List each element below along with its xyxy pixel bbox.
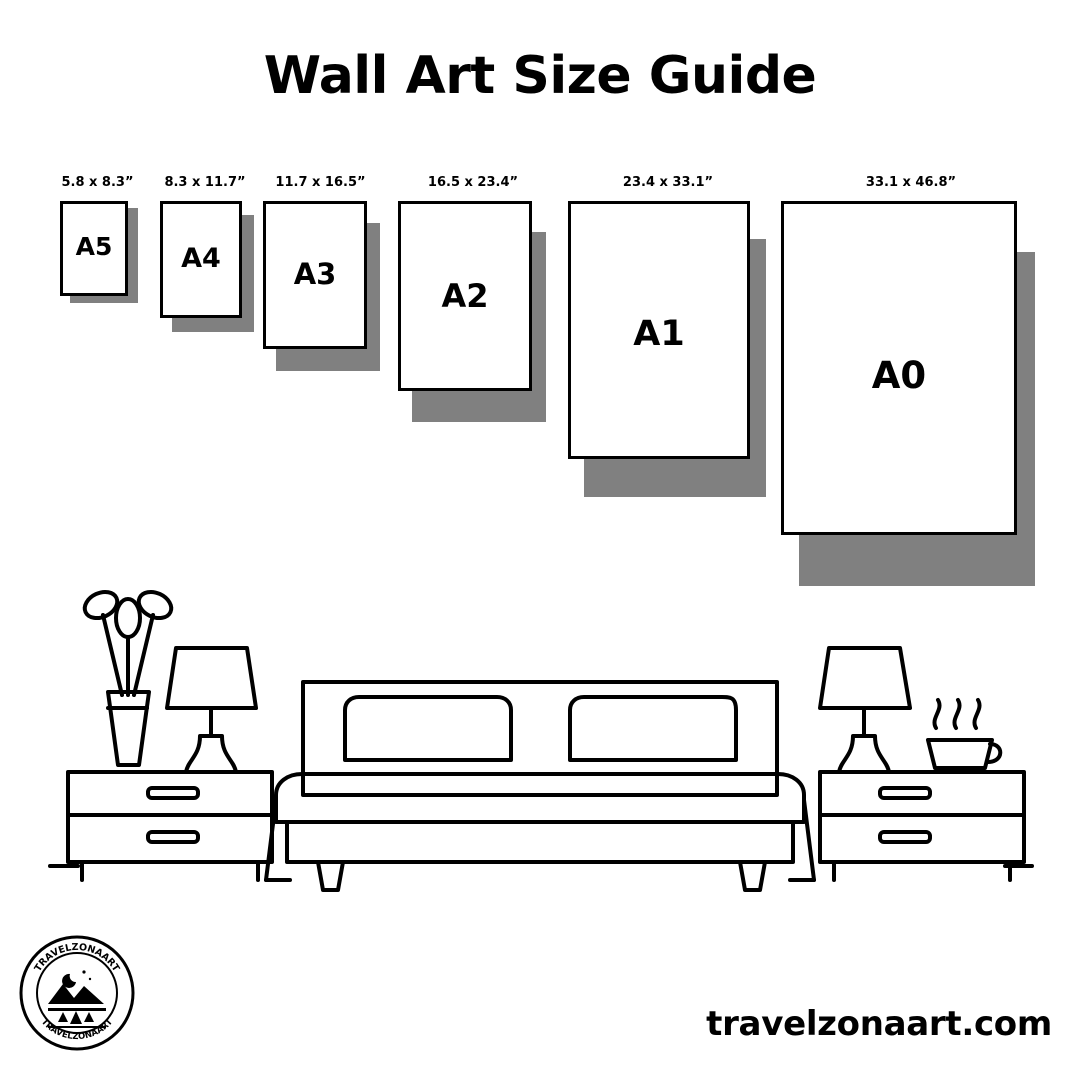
frame-label: A1 — [633, 314, 685, 354]
size-dimension-label: 33.1 x 46.8” — [865, 175, 957, 190]
frame-a3[interactable] — [263, 201, 367, 349]
size-dimension-label: 23.4 x 33.1” — [622, 175, 714, 190]
size-item-a1[interactable] — [568, 175, 768, 505]
size-dimension-label: 11.7 x 16.5” — [275, 175, 366, 190]
frame-a4[interactable] — [160, 201, 242, 318]
lamp-icon-left — [167, 648, 256, 772]
frame-label: A3 — [293, 257, 337, 291]
bedroom-scene-illustration — [0, 560, 1080, 920]
frame-a0[interactable] — [781, 201, 1017, 535]
logo-text-bottom: TRAVELZONAART — [38, 1017, 116, 1043]
plant-icon — [81, 587, 176, 765]
lamp-icon-right — [820, 648, 910, 772]
size-dimension-label: 16.5 x 23.4” — [427, 175, 519, 190]
frame-label: A2 — [441, 277, 489, 315]
website-url[interactable]: travelzonaart.com — [706, 1004, 1052, 1044]
size-item-a2[interactable] — [398, 175, 548, 425]
size-item-a3[interactable] — [263, 175, 378, 375]
size-item-a4[interactable] — [160, 175, 250, 325]
bed-illustration — [266, 682, 814, 890]
frame-a1[interactable] — [568, 201, 750, 459]
page-title: Wall Art Size Guide — [263, 46, 817, 106]
nightstand-left — [68, 772, 272, 880]
size-dimension-label: 5.8 x 8.3” — [61, 175, 134, 190]
size-item-a5[interactable] — [60, 175, 135, 305]
logo-text-top: TRAVELZONAART — [32, 941, 122, 974]
size-dimension-label: 8.3 x 11.7” — [164, 175, 246, 190]
frame-a2[interactable] — [398, 201, 532, 391]
frame-label: A0 — [871, 354, 927, 397]
nightstand-right — [820, 772, 1024, 880]
size-item-a0[interactable] — [781, 175, 1041, 595]
frame-a5[interactable] — [60, 201, 128, 296]
frame-label: A5 — [75, 232, 113, 261]
coffee-cup-icon — [928, 700, 1000, 768]
brand-logo[interactable] — [18, 934, 136, 1052]
frame-label: A4 — [181, 243, 221, 274]
